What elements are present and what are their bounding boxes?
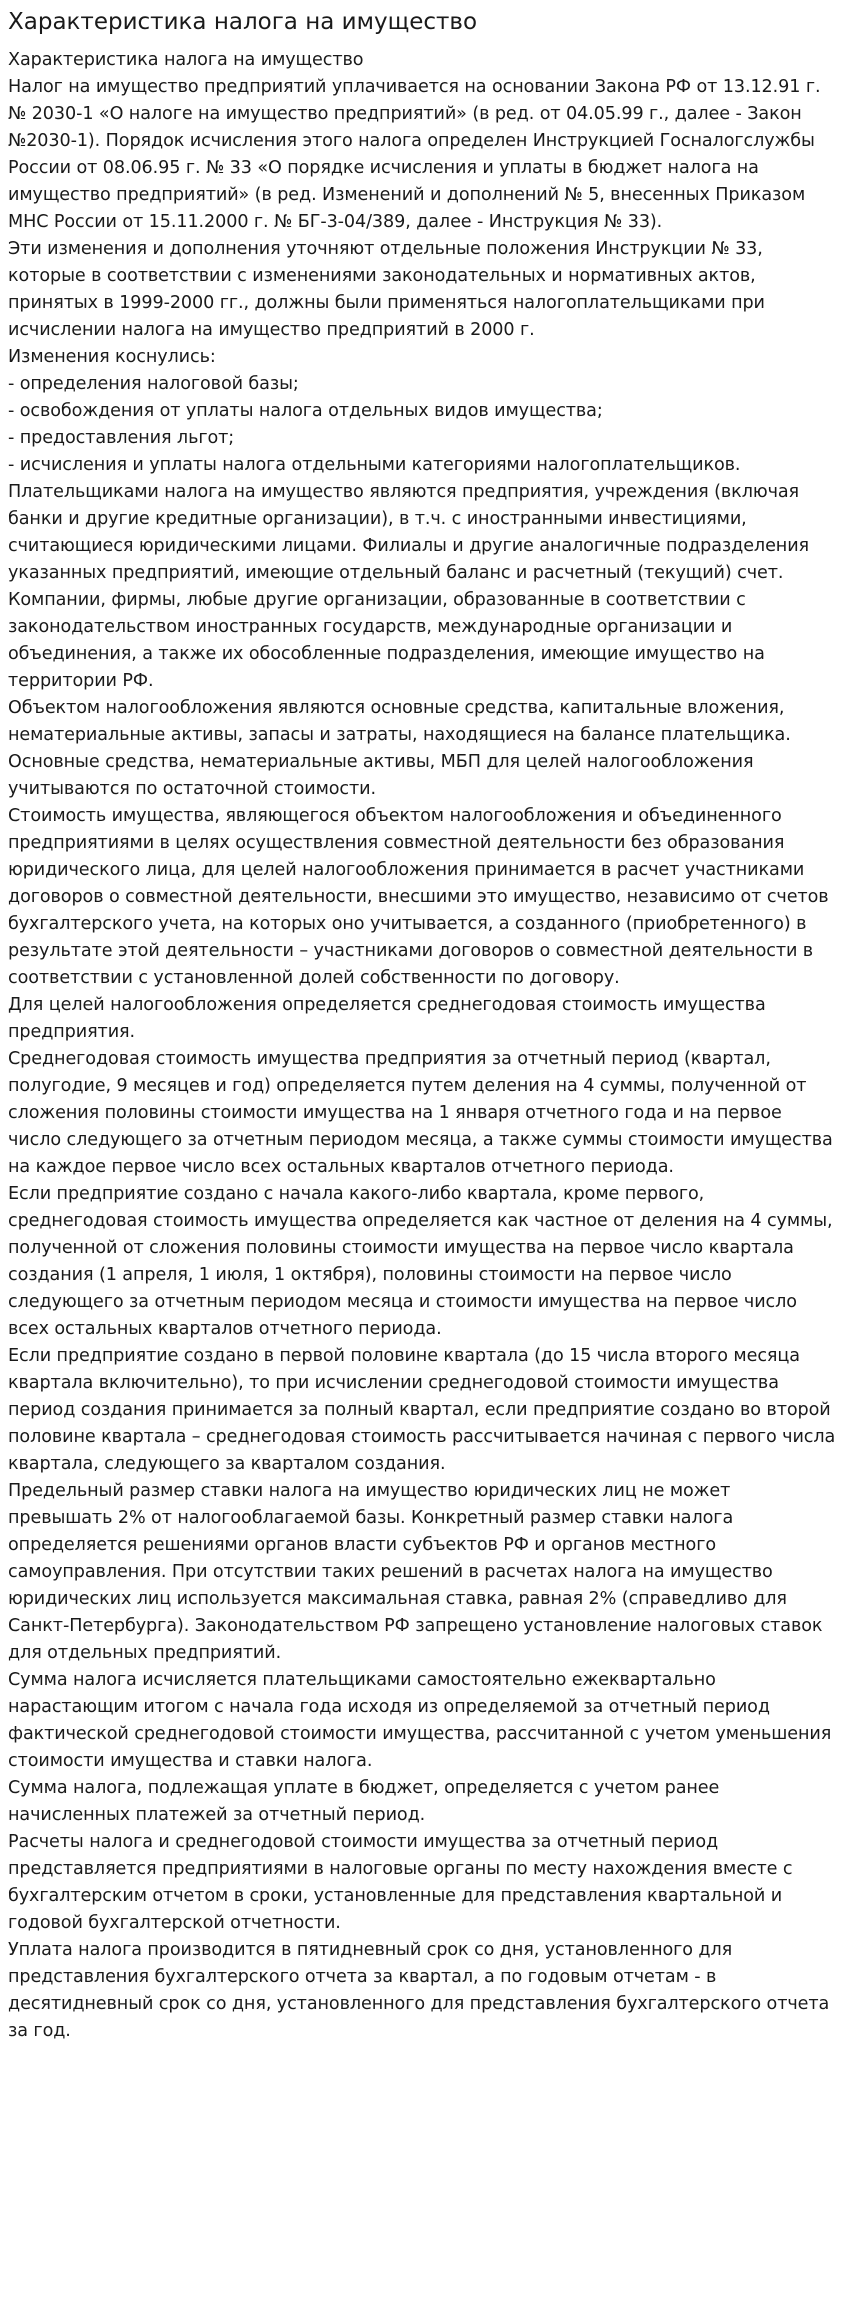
paragraph: Предельный размер ставки налога на имущество юридических лиц не может превышать 2% от налогооблагаемой базы. Конкретный размер ставки налога определяется решениями органов власти субъектов РФ и органов местного самоуправления. При отсутствии таких решений в расчетах налога на имущество юридических лиц используется максимальная ставка, равная 2% (справедливо для Санкт-Петербурга). Законодательством РФ запрещено установление налоговых ставок для отдельных предприятий. <box>8 1481 823 1663</box>
paragraph: Уплата налога производится в пятидневный срок со дня, установленного для представления бухгалтерского отчета за квартал, а по годовым отчетам - в десятидневный срок со дня, установленного для представления бухгалтерского отчета за год. <box>8 1940 830 2041</box>
document-body <box>8 47 839 2045</box>
paragraph: Если предприятие создано в первой половине квартала (до 15 числа второго месяца квартала включительно), то при исчислении среднегодовой стоимости имущества период создания принимается за полный квартал, если предприятие создано во второй половине квартала – среднегодовая стоимость рассчитывается начиная с первого числа квартала, следующего за кварталом создания. <box>8 1346 836 1474</box>
page-title: Характеристика налога на имущество <box>8 9 478 35</box>
paragraph: Эти изменения и дополнения уточняют отдельные положения Инструкции № 33, которые в соответствии с изменениями законодательных и нормативных актов, принятых в 1999-2000 гг., должны были применяться налогоплательщиками при исчислении налога на имущество предприятий в 2000 г. <box>8 239 765 340</box>
paragraph: Налог на имущество предприятий уплачивается на основании Закона РФ от 13.12.91 г. № 2030-1 «О налоге на имущество предприятий» (в ред. от 04.05.99 г., далее - Закон №2030-1). Порядок исчисления этого налога определен Инструкцией Госналогслужбы России от 08.06.95 г. № 33 «О порядке исчисления и уплаты в бюджет налога на имущество предприятий» (в ред. Изменений и дополнений № 5, внесенных Приказом МНС России от 15.11.2000 г. № БГ-3-04/389, далее - Инструкция № 33). <box>8 77 821 232</box>
list-item: - определения налоговой базы; <box>8 374 299 394</box>
paragraph: Для целей налогообложения определяется среднегодовая стоимость имущества предприятия. <box>8 995 766 1042</box>
paragraph: Если предприятие создано с начала какого-либо квартала, кроме первого, среднегодовая стоимость имущества определяется как частное от деления на 4 суммы, полученной от сложения половины стоимости имущества на первое число квартала создания (1 апреля, 1 июля, 1 октября), половины стоимости на первое число следующего за отчетным периодом месяца и стоимости имущества на первое число всех остальных кварталов отчетного периода. <box>8 1184 833 1339</box>
subtitle: Характеристика налога на имущество <box>8 50 364 70</box>
paragraph: Стоимость имущества, являющегося объектом налогообложения и объединенного предприятиями в целях осуществления совместной деятельности без образования юридического лица, для целей налогообложения принимается в расчет участниками договоров о совместной деятельности, внесшими это имущество, независимо от счетов бухгалтерского учета, на которых оно учитывается, а созданного (приобретенного) в результате этой деятельности – участниками договоров о совместной деятельности в соответствии с установленной долей собственности по договору. <box>8 806 829 988</box>
list-item: - исчисления и уплаты налога отдельными категориями налогоплательщиков. <box>8 455 741 475</box>
paragraph: Расчеты налога и среднегодовой стоимости имущества за отчетный период представляется предприятиями в налоговые органы по месту нахождения вместе с бухгалтерским отчетом в сроки, установленные для представления квартальной и годовой бухгалтерской отчетности. <box>8 1832 793 1933</box>
paragraph: Изменения коснулись: <box>8 347 216 367</box>
paragraph: Плательщиками налога на имущество являются предприятия, учреждения (включая банки и другие кредитные организации), в т.ч. с иностранными инвестициями, считающиеся юридическими лицами. Филиалы и другие аналогичные подразделения указанных предприятий, имеющие отдельный баланс и расчетный (текущий) счет. Компании, фирмы, любые другие организации, образованные в соответствии с законодательством иностранных государств, международные организации и объединения, а также их обособленные подразделения, имеющие имущество на территории РФ. <box>8 482 810 691</box>
list-item: - освобождения от уплаты налога отдельных видов имущества; <box>8 401 603 421</box>
paragraph: Сумма налога, подлежащая уплате в бюджет, определяется с учетом ранее начисленных платежей за отчетный период. <box>8 1778 720 1825</box>
paragraph: Сумма налога исчисляется плательщиками самостоятельно ежеквартально нарастающим итогом с начала года исходя из определяемой за отчетный период фактической среднегодовой стоимости имущества, рассчитанной с учетом уменьшения стоимости имущества и ставки налога. <box>8 1670 832 1771</box>
paragraph: Объектом налогообложения являются основные средства, капитальные вложения, нематериальные активы, запасы и затраты, находящиеся на балансе плательщика. Основные средства, нематериальные активы, МБП для целей налогообложения учитываются по остаточной стоимости. <box>8 698 791 799</box>
paragraph: Среднегодовая стоимость имущества предприятия за отчетный период (квартал, полугодие, 9 месяцев и год) определяется путем деления на 4 суммы, полученной от сложения половины стоимости имущества на 1 января отчетного года и на первое число следующего за отчетным периодом месяца, а также суммы стоимости имущества на каждое первое число всех остальных кварталов отчетного периода. <box>8 1049 833 1177</box>
list-item: - предоставления льгот; <box>8 428 235 448</box>
